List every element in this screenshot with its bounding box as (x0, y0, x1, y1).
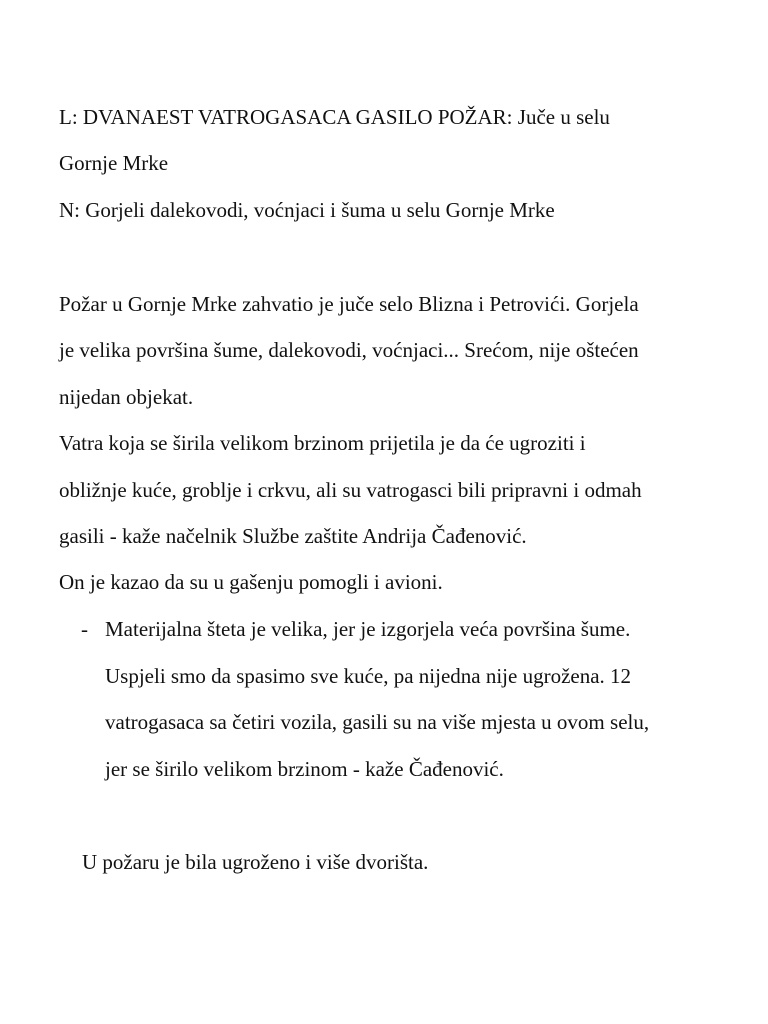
paragraph1-line-2: je velika površina šume, dalekovodi, voćnjaci... Srećom, nije oštećen (59, 338, 639, 362)
lead-line-2: Gornje Mrke (59, 151, 169, 175)
closing-line: U požaru je bila ugroženo i više dvorišta. (82, 850, 429, 874)
paragraph2-line-1: Vatra koja se širila velikom brzinom prijetila je da će ugroziti i (59, 431, 586, 455)
quote-line-1: Materijalna šteta je velika, jer je izgorjela veća površina šume. (105, 617, 631, 641)
quote-line-2: Uspjeli smo da spasimo sve kuće, pa nijedna nije ugrožena. 12 (105, 664, 632, 688)
paragraph1-line-3: nijedan objekat. (59, 385, 194, 409)
quote-dash: - (81, 617, 88, 641)
quote-line-4: jer se širilo velikom brzinom - kaže Čađenović. (105, 757, 504, 781)
lead-line-1: L: DVANAEST VATROGASACA GASILO POŽAR: Juče u selu (59, 105, 610, 129)
headline: N: Gorjeli dalekovodi, voćnjaci i šuma u selu Gornje Mrke (59, 198, 555, 222)
paragraph1-line-1: Požar u Gornje Mrke zahvatio je juče selo Blizna i Petrovići. Gorjela (59, 292, 639, 316)
paragraph2-line-3: gasili - kaže načelnik Službe zaštite Andrija Čađenović. (59, 524, 527, 548)
quote-line-3: vatrogasaca sa četiri vozila, gasili su na više mjesta u ovom selu, (105, 710, 650, 734)
paragraph3: On je kazao da su u gašenju pomogli i avioni. (59, 570, 443, 594)
paragraph2-line-2: obližnje kuće, groblje i crkvu, ali su vatrogasci bili pripravni i odmah (59, 478, 642, 502)
